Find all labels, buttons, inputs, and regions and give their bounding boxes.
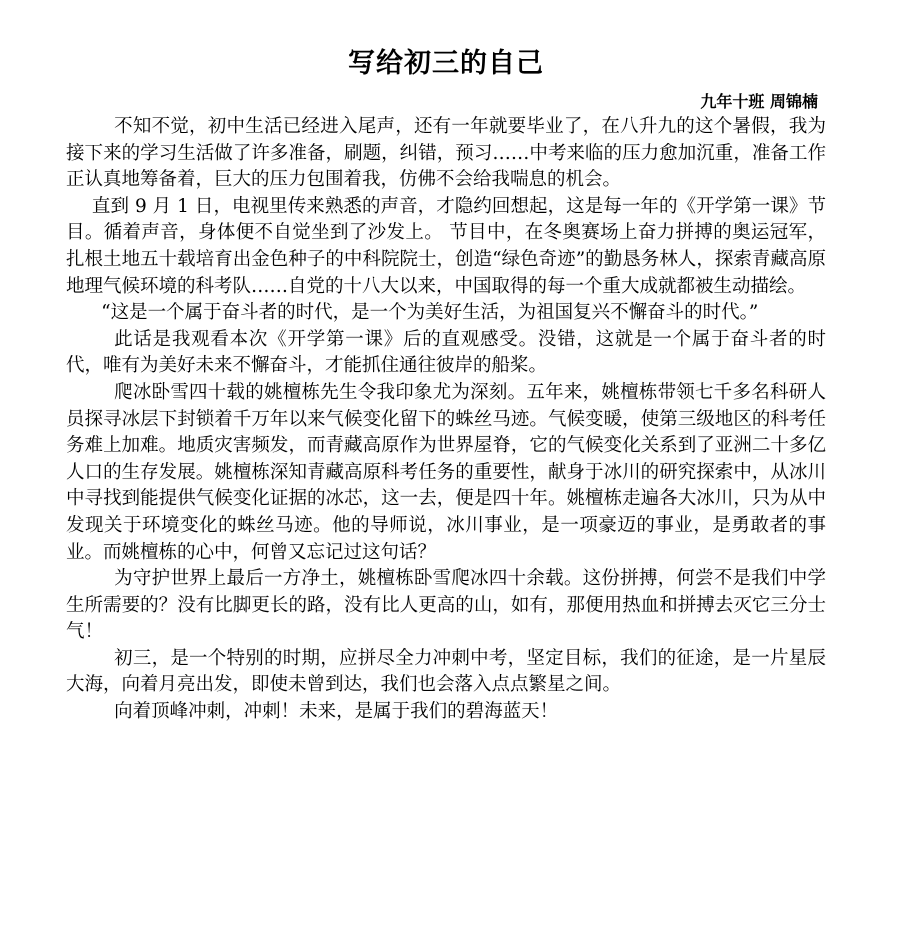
author-byline: 九年十班 周锦楠 [700,92,818,111]
paragraph: 初三，是一个特别的时期，应拼尽全力冲刺中考，坚定目标，我们的征途，是一片星辰大海，向着月亮出发，即使未曾到达，我们也会落入点点繁星之间。 [66,647,826,696]
paragraph: 向着顶峰冲刺，冲刺！未来，是属于我们的碧海蓝天！ [114,701,559,723]
document [66,44,826,726]
paragraph: 不知不觉，初中生活已经进入尾声，还有一年就要毕业了，在八升九的这个暑假，我为接下来的学习生活做了许多准备，刷题，纠错，预习……中考来临的压力愈加沉重，准备工作正认真地筹备着，巨大的压力包围着我，仿佛不会给我喘息的机会。 [66,116,826,191]
paragraph: 此话是我观看本次《开学第一课》后的直观感受。没错，这就是一个属于奋斗者的时代，唯有为美好未来不懈奋斗，才能抓住通往彼岸的船桨。 [66,328,826,377]
paragraph: “这是一个属于奋斗者的时代，是一个为美好生活，为祖国复兴不懈奋斗的时代。” [101,302,759,324]
paragraph: 直到 9 月 1 日，电视里传来熟悉的声音，才隐约回想起，这是每一年的《开学第一课》节目。循着声音，身体便不自觉坐到了沙发上。 节目中，在冬奥赛场上奋力拼搏的奥运冠军，扎根土地五十载培育出金色种子的中科院院士，创造“绿色奇迹”的勤恳务林人，探索青藏高原地理气候环境的科考队……自党的十八大以来，中国取得的每一个重大成就都被生动描绘。 [66,195,826,297]
paragraph: 爬冰卧雪四十载的姚檀栋先生令我印象尤为深刻。五年来，姚檀栋带领七千多名科研人员探寻冰层下封锁着千万年以来气候变化留下的蛛丝马迹。气候变暖，使第三级地区的科考任务难上加难。地质灾害频发，而青藏高原作为世界屋脊，它的气候变化关系到了亚洲二十多亿人口的生存发展。姚檀栋深知青藏高原科考任务的重要性，献身于冰川的研究探索中，从冰川中寻找到能提供气候变化证据的冰芯，这一去，便是四十年。姚檀栋走遍各大冰川，只为从中发现关于环境变化的蛛丝马迹。他的导师说，冰川事业，是一项豪迈的事业，是勇敢者的事业。而姚檀栋的心中，何曾又忘记过这句话？ [66,381,826,563]
page-title: 写给初三的自己 [348,48,544,79]
paragraph: 为守护世界上最后一方净土，姚檀栋卧雪爬冰四十余载。这份拼搏，何尝不是我们中学生所需要的？没有比脚更长的路，没有比人更高的山，如有，那便用热血和拼搏去灭它三分士气！ [66,568,826,643]
